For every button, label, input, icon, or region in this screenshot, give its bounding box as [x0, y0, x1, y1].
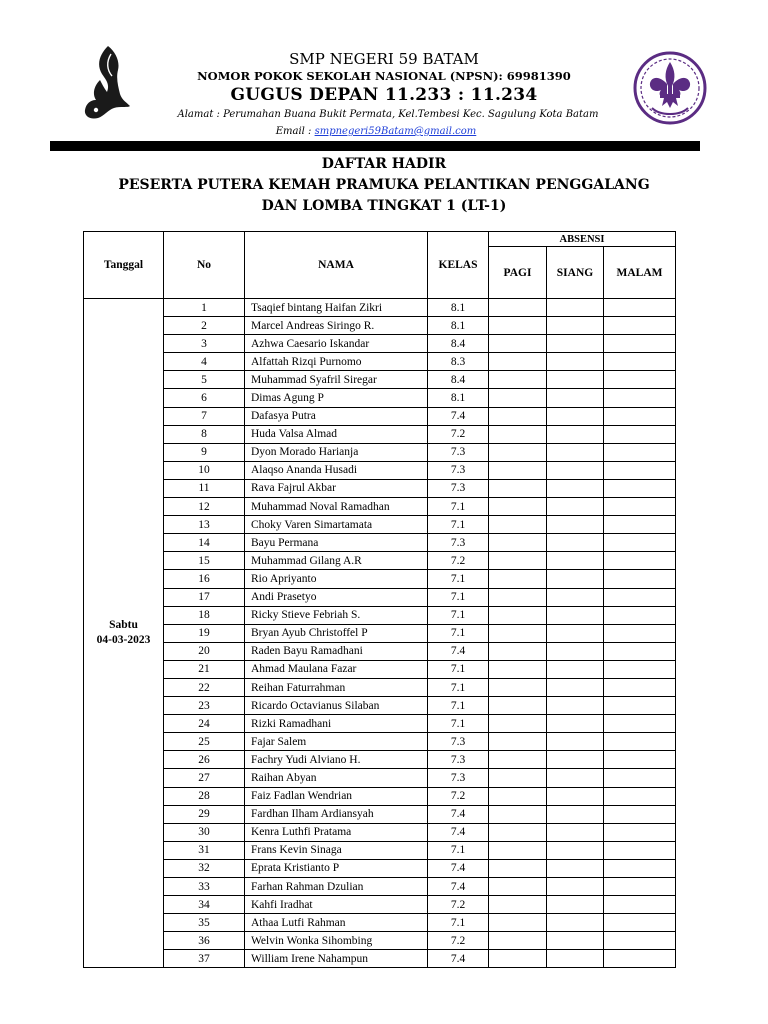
malam-cell[interactable]	[604, 498, 676, 516]
table-row	[84, 841, 676, 859]
table-row	[84, 878, 676, 896]
siang-cell[interactable]	[547, 534, 604, 552]
row-number: 31	[164, 841, 245, 859]
pagi-cell[interactable]	[489, 715, 547, 733]
table-row	[84, 715, 676, 733]
student-class: 7.2	[428, 425, 489, 443]
pagi-cell[interactable]	[489, 516, 547, 534]
header-siang: SIANG	[547, 247, 604, 299]
header-absensi: ABSENSI	[489, 232, 676, 247]
header-nama: NAMA	[245, 232, 428, 299]
siang-cell[interactable]	[547, 552, 604, 570]
malam-cell[interactable]	[604, 660, 676, 678]
npsn-line: NOMOR POKOK SEKOLAH NASIONAL (NPSN): 69981390	[197, 69, 571, 83]
siang-cell[interactable]	[547, 588, 604, 606]
row-number: 7	[164, 407, 245, 425]
student-name: Reihan Faturrahman	[245, 678, 428, 696]
student-class: 7.4	[428, 950, 489, 968]
malam-cell[interactable]	[604, 697, 676, 715]
row-number: 19	[164, 624, 245, 642]
student-name: Raden Bayu Ramadhani	[245, 642, 428, 660]
student-name: Ahmad Maulana Fazar	[245, 660, 428, 678]
table-row	[84, 950, 676, 968]
pagi-cell[interactable]	[489, 642, 547, 660]
student-class: 7.1	[428, 588, 489, 606]
table-row	[84, 642, 676, 660]
gugus-depan-line: GUGUS DEPAN 11.233 : 11.234	[230, 85, 538, 105]
siang-cell[interactable]	[547, 715, 604, 733]
row-number: 17	[164, 588, 245, 606]
table-row	[84, 407, 676, 425]
row-number: 33	[164, 878, 245, 896]
row-number: 28	[164, 787, 245, 805]
malam-cell[interactable]	[604, 443, 676, 461]
table-row	[84, 389, 676, 407]
malam-cell[interactable]	[604, 787, 676, 805]
school-name: SMP NEGERI 59 BATAM	[289, 50, 479, 68]
student-class: 7.4	[428, 823, 489, 841]
student-name: Marcel Andreas Siringo R.	[245, 317, 428, 335]
document-subtitle-line2: DAN LOMBA TINGKAT 1 (LT-1)	[261, 198, 507, 214]
siang-cell[interactable]	[547, 570, 604, 588]
table-row	[84, 823, 676, 841]
student-name: Rava Fajrul Akbar	[245, 479, 428, 497]
malam-cell[interactable]	[604, 588, 676, 606]
header-divider	[50, 141, 700, 151]
table-row	[84, 534, 676, 552]
student-class: 7.3	[428, 769, 489, 787]
malam-cell[interactable]	[604, 479, 676, 497]
student-name: Alaqso Ananda Husadi	[245, 461, 428, 479]
siang-cell[interactable]	[547, 950, 604, 968]
student-class: 7.3	[428, 479, 489, 497]
student-class: 7.1	[428, 697, 489, 715]
student-name: Eprata Kristianto P	[245, 859, 428, 877]
attendance-table	[83, 231, 676, 968]
row-number: 26	[164, 751, 245, 769]
row-number: 22	[164, 678, 245, 696]
table-row	[84, 606, 676, 624]
pagi-cell[interactable]	[489, 751, 547, 769]
student-class: 7.1	[428, 624, 489, 642]
siang-cell[interactable]	[547, 425, 604, 443]
date-cell	[84, 299, 164, 968]
student-class: 7.2	[428, 932, 489, 950]
student-class: 7.3	[428, 733, 489, 751]
student-class: 7.3	[428, 443, 489, 461]
student-class: 7.2	[428, 787, 489, 805]
table-row	[84, 371, 676, 389]
malam-cell[interactable]	[604, 733, 676, 751]
student-name: Fajar Salem	[245, 733, 428, 751]
row-number: 4	[164, 353, 245, 371]
malam-cell[interactable]	[604, 805, 676, 823]
row-number: 6	[164, 389, 245, 407]
malam-cell[interactable]	[604, 335, 676, 353]
pagi-cell[interactable]	[489, 841, 547, 859]
table-row	[84, 516, 676, 534]
header-no: No	[164, 232, 245, 299]
siang-cell[interactable]	[547, 407, 604, 425]
pagi-cell[interactable]	[489, 787, 547, 805]
pagi-cell[interactable]	[489, 588, 547, 606]
table-row	[84, 678, 676, 696]
row-number: 11	[164, 479, 245, 497]
student-name: Dyon Morado Harianja	[245, 443, 428, 461]
siang-cell[interactable]	[547, 896, 604, 914]
table-row	[84, 914, 676, 932]
table-row	[84, 932, 676, 950]
student-name: Dafasya Putra	[245, 407, 428, 425]
table-row	[84, 443, 676, 461]
student-name: Muhammad Gilang A.R	[245, 552, 428, 570]
siang-cell[interactable]	[547, 516, 604, 534]
row-number: 13	[164, 516, 245, 534]
student-name: Frans Kevin Sinaga	[245, 841, 428, 859]
student-class: 7.1	[428, 516, 489, 534]
pagi-cell[interactable]	[489, 769, 547, 787]
student-name: Raihan Abyan	[245, 769, 428, 787]
pagi-cell[interactable]	[489, 823, 547, 841]
student-class: 7.3	[428, 751, 489, 769]
siang-cell[interactable]	[547, 624, 604, 642]
malam-cell[interactable]	[604, 624, 676, 642]
row-number: 2	[164, 317, 245, 335]
student-class: 8.1	[428, 389, 489, 407]
pagi-cell[interactable]	[489, 479, 547, 497]
siang-cell[interactable]	[547, 805, 604, 823]
pagi-cell[interactable]	[489, 443, 547, 461]
student-class: 7.3	[428, 461, 489, 479]
pagi-cell[interactable]	[489, 317, 547, 335]
attendance-rows	[84, 299, 676, 968]
student-name: Muhammad Syafril Siregar	[245, 371, 428, 389]
pagi-cell[interactable]	[489, 878, 547, 896]
student-name: Ricardo Octavianus Silaban	[245, 697, 428, 715]
siang-cell[interactable]	[547, 859, 604, 877]
pagi-cell[interactable]	[489, 389, 547, 407]
table-row	[84, 299, 676, 317]
student-class: 7.4	[428, 805, 489, 823]
student-class: 8.3	[428, 353, 489, 371]
day-label: Sabtu	[109, 619, 138, 632]
siang-cell[interactable]	[547, 697, 604, 715]
siang-cell[interactable]	[547, 443, 604, 461]
siang-cell[interactable]	[547, 751, 604, 769]
siang-cell[interactable]	[547, 353, 604, 371]
siang-cell[interactable]	[547, 878, 604, 896]
siang-cell[interactable]	[547, 498, 604, 516]
student-name: Dimas Agung P	[245, 389, 428, 407]
student-name: Rizki Ramadhani	[245, 715, 428, 733]
row-number: 30	[164, 823, 245, 841]
siang-cell[interactable]	[547, 787, 604, 805]
row-number: 36	[164, 932, 245, 950]
header-tanggal: Tanggal	[84, 232, 164, 299]
student-name: Fardhan Ilham Ardiansyah	[245, 805, 428, 823]
pagi-cell[interactable]	[489, 733, 547, 751]
malam-cell[interactable]	[604, 678, 676, 696]
pagi-cell[interactable]	[489, 461, 547, 479]
siang-cell[interactable]	[547, 371, 604, 389]
table-row	[84, 552, 676, 570]
pagi-cell[interactable]	[489, 859, 547, 877]
pagi-cell[interactable]	[489, 932, 547, 950]
student-class: 7.4	[428, 859, 489, 877]
siang-cell[interactable]	[547, 606, 604, 624]
malam-cell[interactable]	[604, 425, 676, 443]
student-class: 8.4	[428, 371, 489, 389]
siang-cell[interactable]	[547, 461, 604, 479]
malam-cell[interactable]	[604, 896, 676, 914]
table-row	[84, 461, 676, 479]
student-name: Farhan Rahman Dzulian	[245, 878, 428, 896]
pagi-cell[interactable]	[489, 606, 547, 624]
row-number: 18	[164, 606, 245, 624]
row-number: 21	[164, 660, 245, 678]
row-number: 10	[164, 461, 245, 479]
student-name: Welvin Wonka Sihombing	[245, 932, 428, 950]
student-name: William Irene Nahampun	[245, 950, 428, 968]
pagi-cell[interactable]	[489, 805, 547, 823]
row-number: 8	[164, 425, 245, 443]
siang-cell[interactable]	[547, 914, 604, 932]
row-number: 37	[164, 950, 245, 968]
malam-cell[interactable]	[604, 914, 676, 932]
header-malam: MALAM	[604, 247, 676, 299]
malam-cell[interactable]	[604, 859, 676, 877]
pagi-cell[interactable]	[489, 624, 547, 642]
malam-cell[interactable]	[604, 371, 676, 389]
student-class: 7.1	[428, 660, 489, 678]
table-row	[84, 624, 676, 642]
student-class: 7.2	[428, 552, 489, 570]
pagi-cell[interactable]	[489, 552, 547, 570]
siang-cell[interactable]	[547, 660, 604, 678]
row-number: 15	[164, 552, 245, 570]
student-name: Bayu Permana	[245, 534, 428, 552]
student-name: Faiz Fadlan Wendrian	[245, 787, 428, 805]
malam-cell[interactable]	[604, 353, 676, 371]
student-name: Andi Prasetyo	[245, 588, 428, 606]
row-number: 29	[164, 805, 245, 823]
student-name: Fachry Yudi Alviano H.	[245, 751, 428, 769]
pagi-cell[interactable]	[489, 950, 547, 968]
row-number: 32	[164, 859, 245, 877]
document-title: DAFTAR HADIR	[321, 156, 447, 172]
row-number: 1	[164, 299, 245, 317]
table-row	[84, 859, 676, 877]
siang-cell[interactable]	[547, 299, 604, 317]
pagi-cell[interactable]	[489, 896, 547, 914]
malam-cell[interactable]	[604, 769, 676, 787]
row-number: 9	[164, 443, 245, 461]
table-row	[84, 697, 676, 715]
student-class: 7.4	[428, 642, 489, 660]
table-row	[84, 805, 676, 823]
table-row	[84, 335, 676, 353]
malam-cell[interactable]	[604, 715, 676, 733]
student-name: Bryan Ayub Christoffel P	[245, 624, 428, 642]
row-number: 16	[164, 570, 245, 588]
student-name: Ricky Stieve Febriah S.	[245, 606, 428, 624]
student-class: 7.2	[428, 896, 489, 914]
email-link[interactable]: smpnegeri59Batam@gmail.com	[314, 126, 477, 137]
table-row	[84, 769, 676, 787]
pagi-cell[interactable]	[489, 299, 547, 317]
row-number: 20	[164, 642, 245, 660]
email-label: Email :	[275, 126, 315, 137]
malam-cell[interactable]	[604, 823, 676, 841]
siang-cell[interactable]	[547, 389, 604, 407]
row-number: 14	[164, 534, 245, 552]
row-number: 3	[164, 335, 245, 353]
malam-cell[interactable]	[604, 552, 676, 570]
table-row	[84, 751, 676, 769]
pagi-cell[interactable]	[489, 407, 547, 425]
address-line: Alamat : Perumahan Buana Bukit Permata, Kel.Tembesi Kec. Sagulung Kota Batam	[177, 109, 599, 120]
student-name: Athaa Lutfi Rahman	[245, 914, 428, 932]
malam-cell[interactable]	[604, 570, 676, 588]
student-class: 7.4	[428, 407, 489, 425]
header-kelas: KELAS	[428, 232, 489, 299]
pagi-cell[interactable]	[489, 914, 547, 932]
student-name: Choky Varen Simartamata	[245, 516, 428, 534]
siang-cell[interactable]	[547, 317, 604, 335]
pagi-cell[interactable]	[489, 697, 547, 715]
student-class: 7.1	[428, 841, 489, 859]
student-class: 8.1	[428, 299, 489, 317]
student-class: 7.1	[428, 715, 489, 733]
siang-cell[interactable]	[547, 335, 604, 353]
malam-cell[interactable]	[604, 751, 676, 769]
siang-cell[interactable]	[547, 769, 604, 787]
table-row	[84, 353, 676, 371]
row-number: 23	[164, 697, 245, 715]
siang-cell[interactable]	[547, 642, 604, 660]
student-class: 7.1	[428, 498, 489, 516]
header-pagi: PAGI	[489, 247, 547, 299]
malam-cell[interactable]	[604, 841, 676, 859]
siang-cell[interactable]	[547, 823, 604, 841]
student-class: 7.1	[428, 914, 489, 932]
pagi-cell[interactable]	[489, 660, 547, 678]
document-subtitle-line1: PESERTA PUTERA KEMAH PRAMUKA PELANTIKAN PENGGALANG	[118, 177, 650, 193]
row-number: 5	[164, 371, 245, 389]
row-number: 34	[164, 896, 245, 914]
student-name: Kenra Luthfi Pratama	[245, 823, 428, 841]
table-row	[84, 896, 676, 914]
table-row	[84, 660, 676, 678]
student-class: 7.4	[428, 878, 489, 896]
table-row	[84, 588, 676, 606]
siang-cell[interactable]	[547, 841, 604, 859]
malam-cell[interactable]	[604, 516, 676, 534]
student-name: Huda Valsa Almad	[245, 425, 428, 443]
student-class: 7.3	[428, 534, 489, 552]
date-label: 04-03-2023	[96, 634, 151, 647]
table-row	[84, 317, 676, 335]
student-class: 7.1	[428, 570, 489, 588]
student-class: 8.1	[428, 317, 489, 335]
table-row	[84, 498, 676, 516]
student-class: 7.1	[428, 606, 489, 624]
pagi-cell[interactable]	[489, 425, 547, 443]
student-name: Rio Apriyanto	[245, 570, 428, 588]
table-row	[84, 570, 676, 588]
student-name: Kahfi Iradhat	[245, 896, 428, 914]
row-number: 24	[164, 715, 245, 733]
student-name: Azhwa Caesario Iskandar	[245, 335, 428, 353]
row-number: 25	[164, 733, 245, 751]
table-row	[84, 787, 676, 805]
malam-cell[interactable]	[604, 950, 676, 968]
student-class: 8.4	[428, 335, 489, 353]
table-row	[84, 425, 676, 443]
malam-cell[interactable]	[604, 642, 676, 660]
malam-cell[interactable]	[604, 299, 676, 317]
email-line	[0, 126, 760, 137]
student-class: 7.1	[428, 678, 489, 696]
row-number: 35	[164, 914, 245, 932]
siang-cell[interactable]	[547, 932, 604, 950]
pagi-cell[interactable]	[489, 498, 547, 516]
pagi-cell[interactable]	[489, 570, 547, 588]
malam-cell[interactable]	[604, 407, 676, 425]
malam-cell[interactable]	[604, 932, 676, 950]
pagi-cell[interactable]	[489, 678, 547, 696]
siang-cell[interactable]	[547, 479, 604, 497]
malam-cell[interactable]	[604, 317, 676, 335]
pagi-cell[interactable]	[489, 534, 547, 552]
malam-cell[interactable]	[604, 878, 676, 896]
student-name: Tsaqief bintang Haifan Zikri	[245, 299, 428, 317]
siang-cell[interactable]	[547, 733, 604, 751]
pagi-cell[interactable]	[489, 371, 547, 389]
pagi-cell[interactable]	[489, 335, 547, 353]
malam-cell[interactable]	[604, 534, 676, 552]
row-number: 27	[164, 769, 245, 787]
row-number: 12	[164, 498, 245, 516]
malam-cell[interactable]	[604, 606, 676, 624]
siang-cell[interactable]	[547, 678, 604, 696]
pagi-cell[interactable]	[489, 353, 547, 371]
malam-cell[interactable]	[604, 389, 676, 407]
malam-cell[interactable]	[604, 461, 676, 479]
table-row	[84, 479, 676, 497]
table-row	[84, 733, 676, 751]
student-name: Alfattah Rizqi Purnomo	[245, 353, 428, 371]
student-name: Muhammad Noval Ramadhan	[245, 498, 428, 516]
